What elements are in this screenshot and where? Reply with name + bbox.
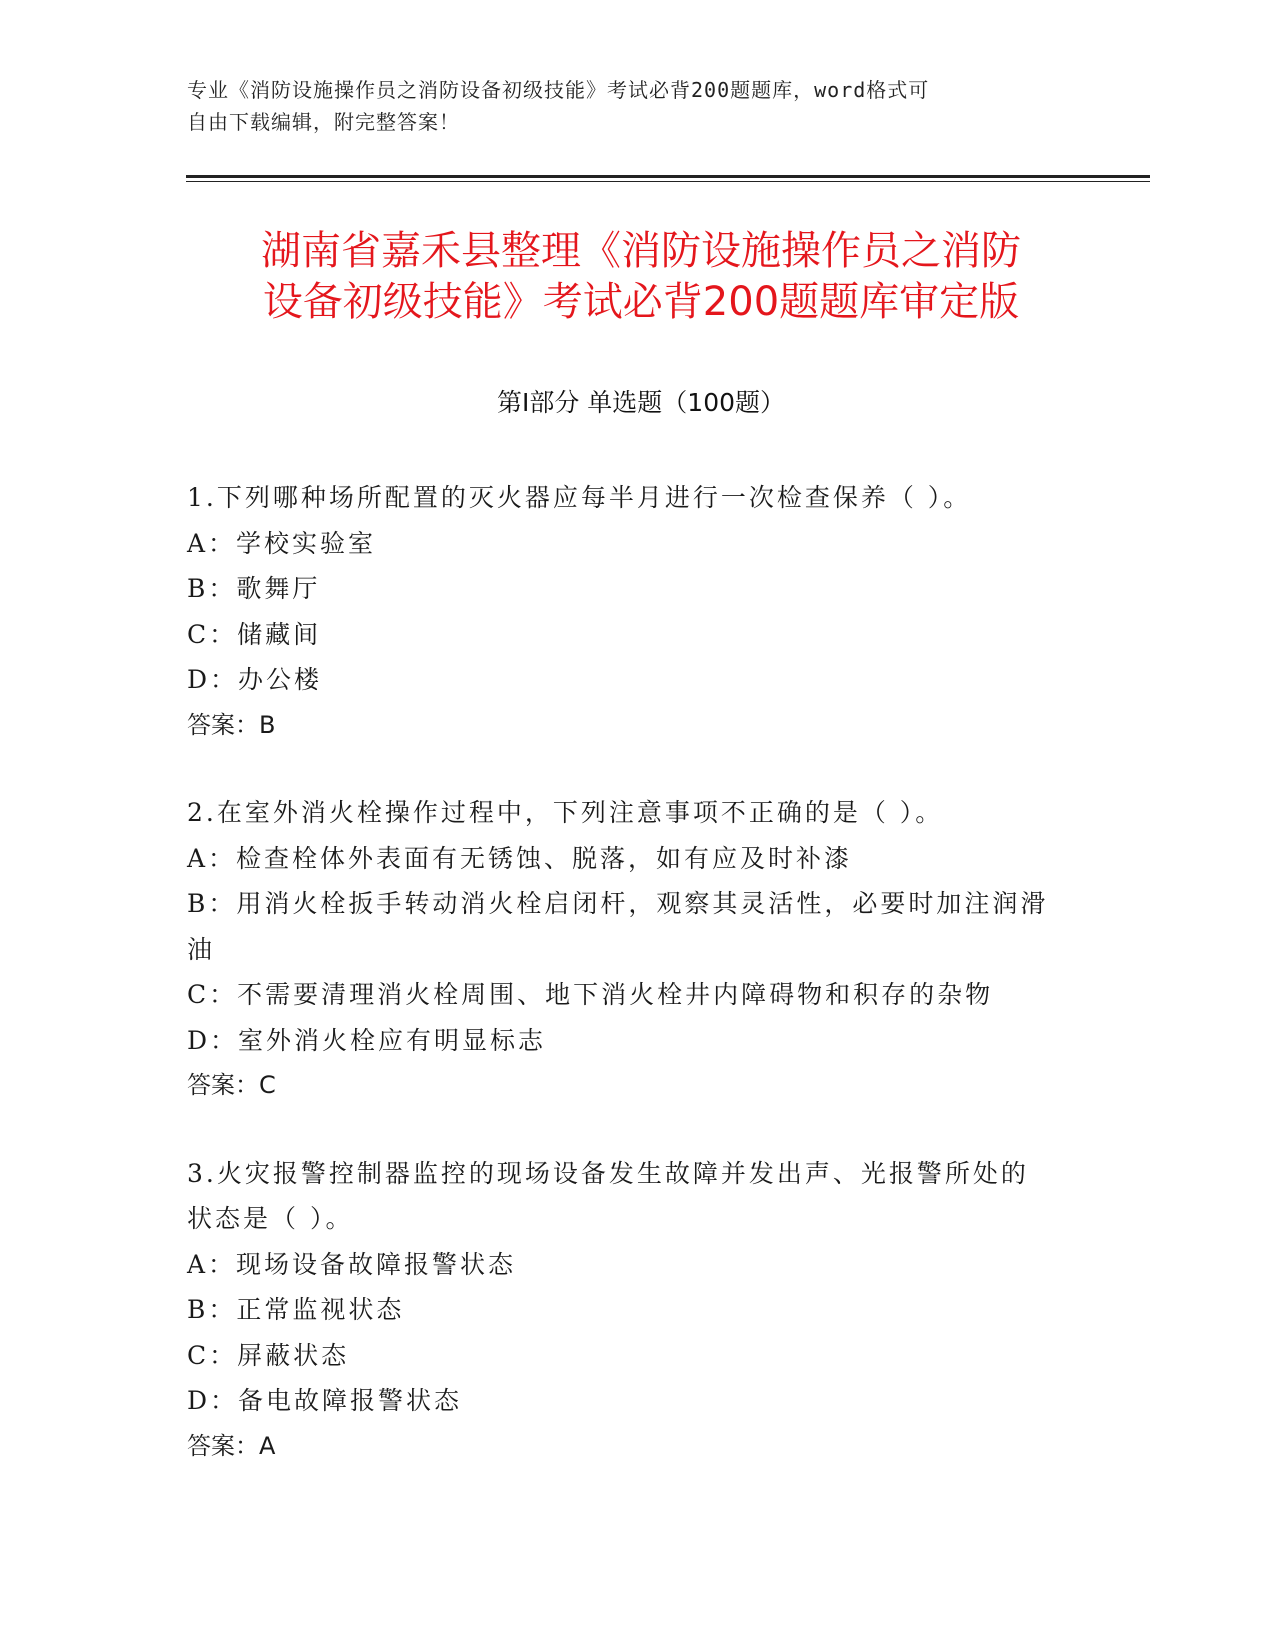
question-stem-continued: 状态是（ ）。 xyxy=(187,1204,354,1233)
intro-line-2: 自由下载编辑，附完整答案！ xyxy=(187,110,460,134)
option-c: C：不需要清理消火栓周围、地下消火栓井内障碍物和积存的杂物 xyxy=(187,980,994,1009)
answer: 答案：A xyxy=(187,1431,276,1460)
question-stem: 3.火灾报警控制器监控的现场设备发生故障并发出声、光报警所处的 xyxy=(187,1158,1029,1188)
question-3 xyxy=(187,1151,1077,1470)
option-a: A：检查栓体外表面有无锈蚀、脱落，如有应及时补漆 xyxy=(187,843,853,873)
document-title xyxy=(186,226,1096,328)
question-1 xyxy=(187,475,1077,748)
answer: 答案：B xyxy=(187,710,276,739)
question-list xyxy=(187,475,1077,1511)
question-stem: 1.下列哪种场所配置的灭火器应每半月进行一次检查保养（ ）。 xyxy=(187,483,972,512)
option-c: C：屏蔽状态 xyxy=(187,1340,350,1370)
option-b: B：正常监视状态 xyxy=(187,1295,405,1324)
option-c: C：储藏间 xyxy=(187,619,322,649)
section-title: 第Ⅰ部分 单选题（100题） xyxy=(496,388,786,417)
header-rule-thin xyxy=(186,181,1150,182)
document-intro xyxy=(187,74,1067,138)
intro-line-1: 专业《消防设施操作员之消防设备初级技能》考试必背200题题库，word格式可 xyxy=(187,78,930,102)
question-2 xyxy=(187,790,1077,1109)
option-d: D：办公楼 xyxy=(187,665,323,694)
option-d: D：备电故障报警状态 xyxy=(187,1386,463,1415)
header-rule-thick xyxy=(186,175,1150,178)
option-b: B：歌舞厅 xyxy=(187,574,321,603)
option-a: A：学校实验室 xyxy=(187,528,377,558)
option-b-continued: 油 xyxy=(187,934,216,964)
title-line-2: 设备初级技能》考试必背200题题库审定版 xyxy=(262,279,1020,325)
option-b: B：用消火栓扳手转动消火栓启闭杆，观察其灵活性，必要时加注润滑 xyxy=(187,889,1049,918)
answer: 答案：C xyxy=(187,1071,276,1099)
title-line-1: 湖南省嘉禾县整理《消防设施操作员之消防 xyxy=(261,228,1021,274)
option-d: D：室外消火栓应有明显标志 xyxy=(187,1025,547,1055)
question-stem: 2.在室外消火栓操作过程中，下列注意事项不正确的是（ ）。 xyxy=(187,798,944,827)
option-a: A：现场设备故障报警状态 xyxy=(187,1249,517,1279)
